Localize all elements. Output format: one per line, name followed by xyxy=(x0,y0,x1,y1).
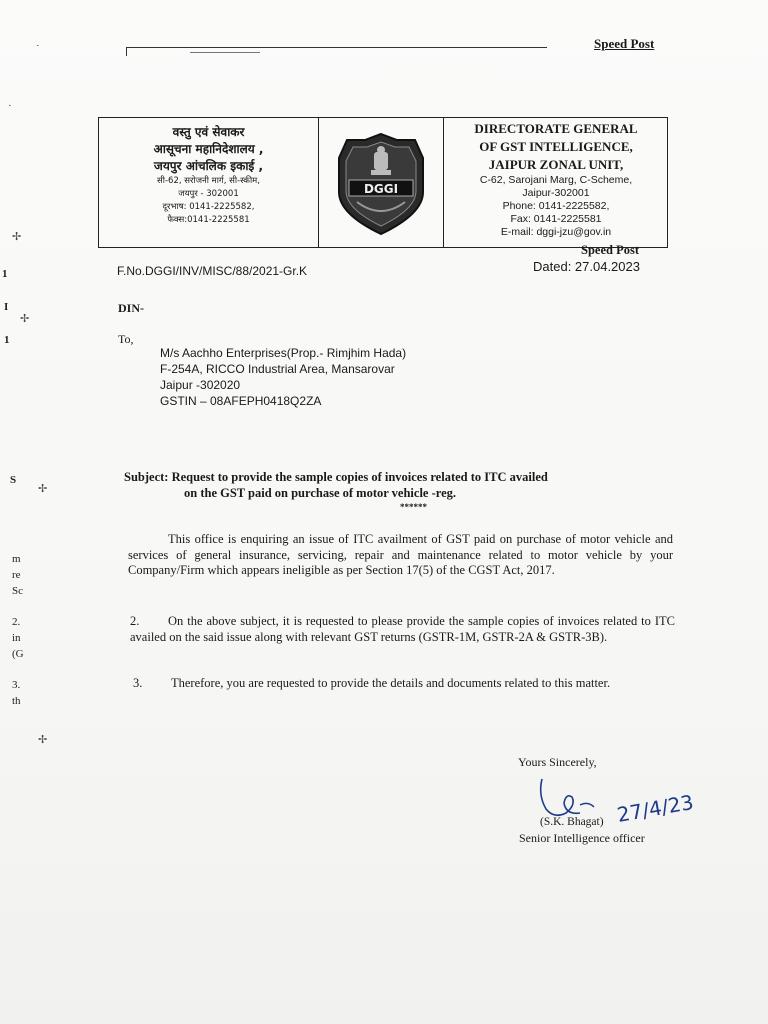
margin-fragment: 1 xyxy=(4,334,10,346)
paragraph-2 xyxy=(130,614,675,645)
english-title-line: DIRECTORATE GENERAL xyxy=(474,121,638,136)
hindi-address-line: सी-62, सरोजनी मार्ग, सी-स्कीम, xyxy=(157,176,260,186)
margin-fragment: Sc xyxy=(12,585,23,597)
address-line: GSTIN – 08AFEPH0418Q2ZA xyxy=(160,394,322,408)
english-address-line: C-62, Sarojani Marg, C-Scheme, xyxy=(479,174,633,186)
speed-post-label: Speed Post xyxy=(581,243,639,257)
speck: · xyxy=(36,40,40,52)
margin-fragment: S xyxy=(10,474,17,486)
margin-fragment: m xyxy=(12,553,21,565)
signatory-name: (S.K. Bhagat) xyxy=(540,816,604,828)
margin-fragment: th xyxy=(12,695,21,707)
paragraph-2-text: On the above subject, it is requested to please provide the sample copies of invoices related to ITC availed on the said issue along with relevant GST returns (GSTR-1M, GSTR-2A & GSTR-3B). xyxy=(130,614,675,644)
letterhead-divider xyxy=(318,118,319,247)
english-address-line: Jaipur-302001 xyxy=(522,187,590,199)
closing-salutation: Yours Sincerely, xyxy=(518,755,597,769)
english-title-line: OF GST INTELLIGENCE, xyxy=(479,139,633,154)
margin-fragment: in xyxy=(12,632,21,644)
subject-line-1: Subject: Request to provide the sample copies of invoices related to ITC availed xyxy=(124,470,548,484)
paragraph-1: This office is enquiring an issue of ITC availment of GST paid on purchase of motor vehicle and services of general insurance, servicing, repair and maintenance related to motor vehicle by your Company/Firm which appears ineligible as per Section 17(5) of the CGST Act, 2017. xyxy=(128,532,673,577)
top-speed-post-label: Speed Post xyxy=(594,36,655,51)
signatory-designation: Senior Intelligence officer xyxy=(519,831,645,845)
letterhead-divider xyxy=(443,118,444,247)
speck: ✢ xyxy=(20,313,30,325)
dggi-logo xyxy=(331,130,431,238)
letterhead-hindi xyxy=(99,124,318,227)
hindi-fax-line: फैक्स:0141-2225581 xyxy=(167,215,250,225)
margin-fragment: 1 xyxy=(2,268,8,280)
hindi-phone-line: दूरभाष: 0141-2225582, xyxy=(162,202,255,212)
subject-line-2: on the GST paid on purchase of motor vehicle -reg. xyxy=(184,486,457,500)
signature-date: 27/4/23 xyxy=(615,789,696,827)
hindi-address-line: जयपुर - 302001 xyxy=(178,189,239,199)
english-title-line: JAIPUR ZONAL UNIT, xyxy=(488,157,624,172)
margin-fragment: re xyxy=(12,569,21,581)
speck: ✢ xyxy=(12,231,22,243)
english-email-line: E-mail: dggi-jzu@gov.in xyxy=(500,226,612,238)
english-fax-line: Fax: 0141-2225581 xyxy=(510,213,602,225)
speck: ✢ xyxy=(38,734,48,746)
english-phone-line: Phone: 0141-2225582, xyxy=(502,200,610,212)
subject-stars: ****** xyxy=(400,502,427,512)
margin-fragment: I xyxy=(4,301,9,313)
address-line: M/s Aachho Enterprises(Prop.- Rimjhim Hada) xyxy=(160,346,407,360)
paragraph-number: 3. xyxy=(133,676,143,690)
margin-fragment: (G xyxy=(12,648,24,660)
hindi-title-line: वस्तु एवं सेवाकर xyxy=(172,125,245,139)
margin-fragment: 3. xyxy=(12,679,21,691)
letter-date: Dated: 27.04.2023 xyxy=(533,259,640,274)
speck: ✢ xyxy=(38,483,48,495)
paragraph-3 xyxy=(133,676,678,692)
speck: · xyxy=(8,100,12,112)
recipient-address xyxy=(160,345,406,409)
letterhead-english xyxy=(451,120,661,239)
address-line: Jaipur -302020 xyxy=(160,378,241,392)
svg-text:DGGI: DGGI xyxy=(363,182,399,196)
letterhead-box xyxy=(98,117,668,248)
din-label: DIN- xyxy=(118,301,144,315)
margin-fragment: 2. xyxy=(12,616,21,628)
paragraph-3-text: Therefore, you are requested to provide the details and documents related to this matter. xyxy=(171,676,611,690)
subject-line xyxy=(124,469,684,501)
file-number: F.No.DGGI/INV/MISC/88/2021-Gr.K xyxy=(117,264,308,278)
underlying-sheet-text xyxy=(190,52,260,57)
dggi-emblem-icon xyxy=(331,130,431,238)
hindi-title-line: आसूचना महानिदेशालय , xyxy=(153,142,264,156)
paragraph-number: 2. xyxy=(130,614,140,628)
hindi-title-line: जयपुर आंचलिक इकाई , xyxy=(153,159,264,173)
to-label: To, xyxy=(118,332,134,346)
address-line: F-254A, RICCO Industrial Area, Mansarovar xyxy=(160,362,395,376)
